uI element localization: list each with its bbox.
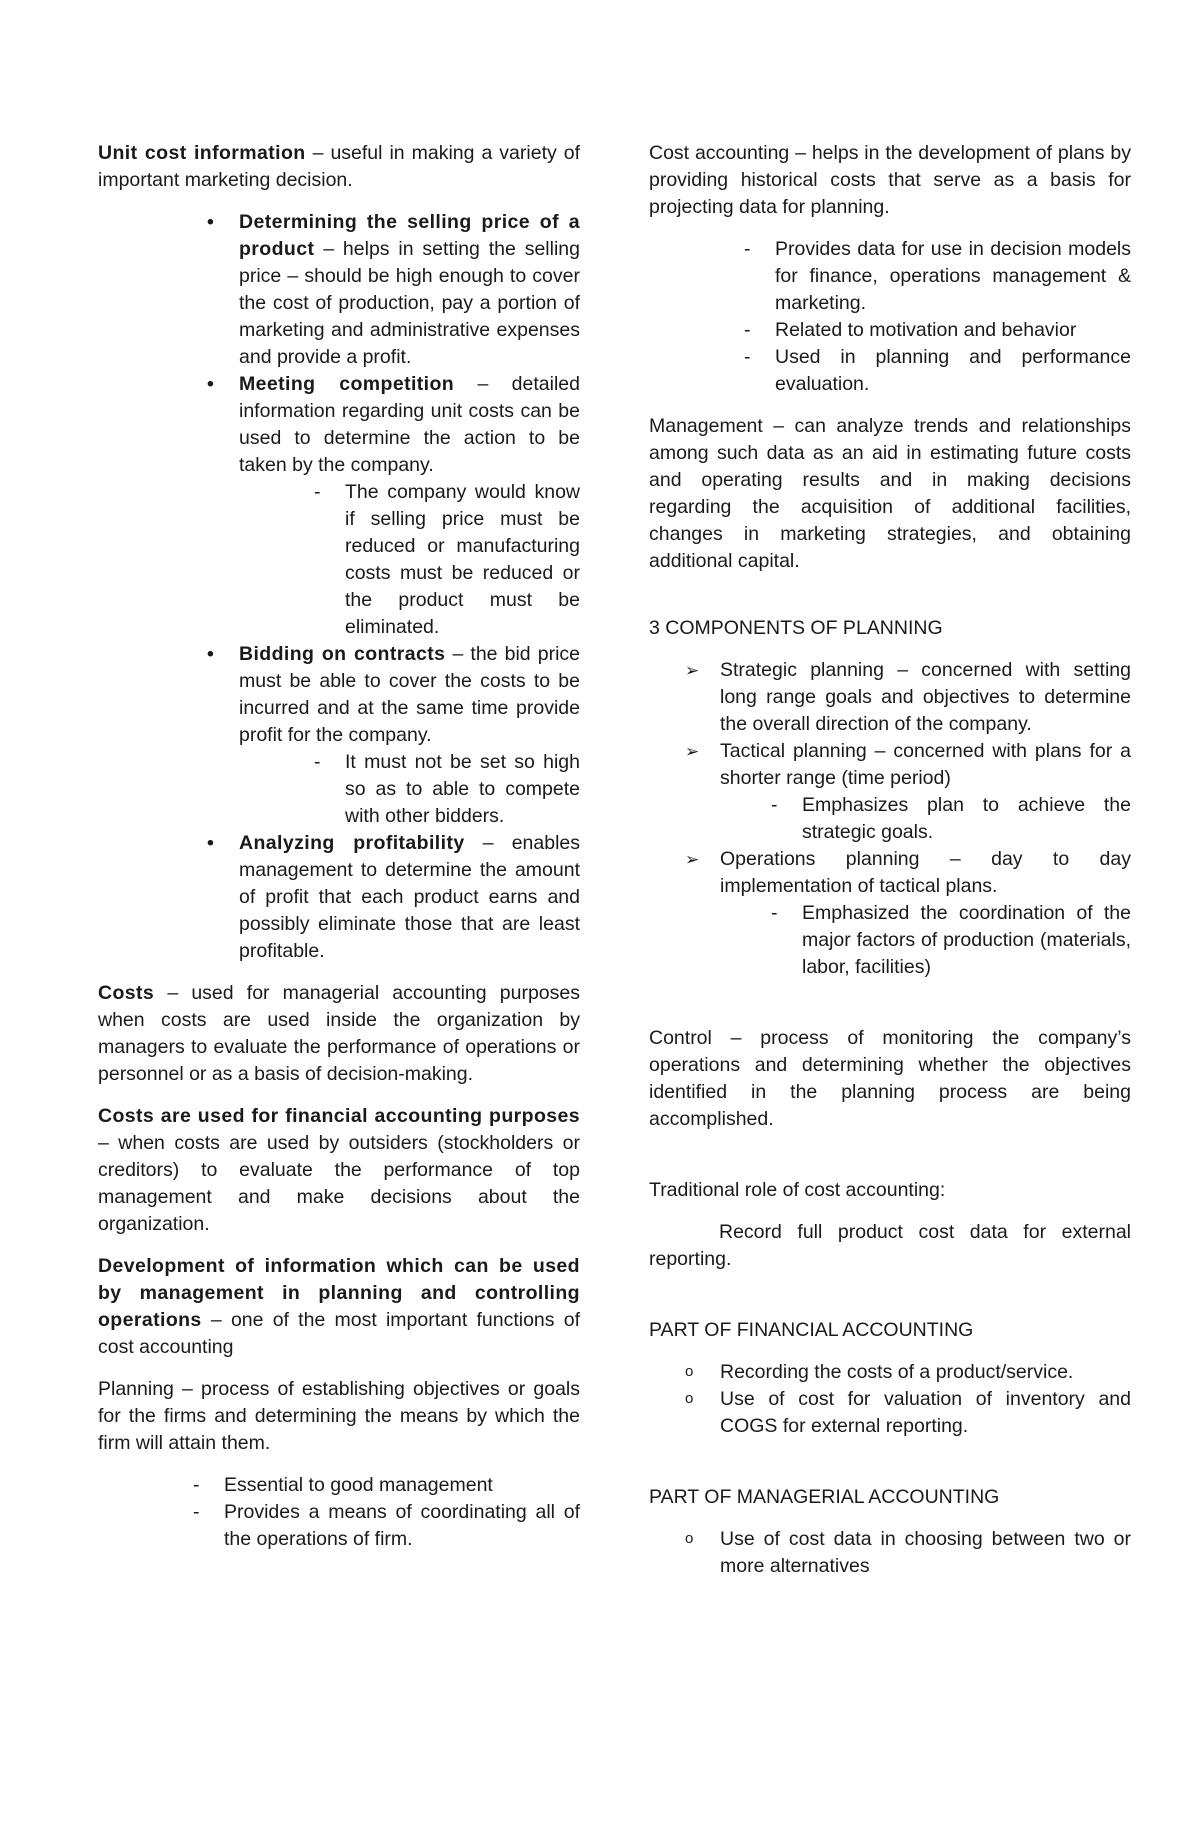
costs-financial-definition: – when costs are used by outsiders (stockholders or creditors) to evaluate the performance of top management and make decisions about the organization. [98, 1132, 580, 1235]
components-list [649, 657, 1131, 981]
managerial-list [649, 1526, 1131, 1580]
bullet-definition: – helps in setting the selling price – should be high enough to cover the cost of production, pay a portion of marketing and administrative expenses and provide a profit. [239, 238, 580, 368]
development-term: Development of information which can be used by management in planning and controlling operations [98, 1255, 580, 1331]
costs-financial-term: Costs are used for financial accounting purposes [98, 1105, 580, 1127]
unit-cost-term: Unit cost information [98, 142, 306, 164]
costs-paragraph [98, 980, 580, 1088]
unit-cost-definition: – useful in making a variety of important marketing decision. [98, 142, 580, 191]
planning-paragraph: Planning – process of establishing objectives or goals for the firms and determining the means by which the firm will attain them. [98, 1378, 580, 1454]
bullet-term: Analyzing profitability [239, 832, 465, 854]
list-item: - Used in planning and performance evaluation. [775, 344, 1131, 398]
list-item: - Emphasizes plan to achieve the strategic goals. [802, 792, 1131, 846]
development-definition: – one of the most important functions of cost accounting [98, 1309, 580, 1358]
list-item: o Use of cost for valuation of inventory and COGS for external reporting. [720, 1386, 1131, 1440]
left-column [98, 140, 580, 1568]
component-text: Tactical planning – concerned with plans for a shorter range (time period) [720, 740, 1131, 789]
traditional-text: Record full product cost data for external reporting. [649, 1221, 1131, 1270]
bullet-definition: – enables management to determine the amount of profit that each product earns and possibly eliminate those that are least profitable. [239, 832, 580, 962]
traditional-heading: Traditional role of cost accounting: [649, 1179, 946, 1201]
unit-cost-bullet-list [98, 209, 580, 965]
sub-list [720, 900, 1131, 981]
management-paragraph: Management – can analyze trends and relationships among such data as an aid in estimating future costs and operating results and in making decisions regarding the acquisition of additional facilities, changes in marketing strategies, and obtaining additional capital. [649, 415, 1131, 572]
cost-accounting-paragraph: Cost accounting – helps in the development of plans by providing historical costs that serve as a basis for projecting data for planning. [649, 142, 1131, 218]
bullet-definition: – detailed information regarding unit costs can be used to determine the action to be taken by the company. [239, 373, 580, 476]
costs-financial-paragraph [98, 1103, 580, 1238]
development-paragraph [98, 1253, 580, 1361]
sub-list [239, 479, 580, 641]
component-text: Operations planning – day to day implementation of tactical plans. [720, 848, 1131, 897]
list-item [239, 830, 580, 965]
list-item: - Provides a means of coordinating all of the operations of firm. [224, 1499, 580, 1553]
bullet-definition: – the bid price must be able to cover the costs to be incurred and at the same time provide profit for the company. [239, 643, 580, 746]
list-item: o Recording the costs of a product/service. [720, 1359, 1131, 1386]
cost-accounting-list [775, 236, 1131, 398]
list-item [239, 641, 580, 830]
costs-term: Costs [98, 982, 155, 1004]
list-item: ➢ Strategic planning – concerned with setting long range goals and objectives to determine the overall direction of the company. [720, 657, 1131, 738]
planning-list [224, 1472, 580, 1553]
unit-cost-paragraph [98, 140, 580, 194]
components-heading: 3 COMPONENTS OF PLANNING [649, 617, 943, 639]
list-item: - Provides data for use in decision models for finance, operations management & marketing. [775, 236, 1131, 317]
list-item [720, 846, 1131, 981]
right-column [649, 140, 1131, 1595]
sub-list [239, 749, 580, 830]
list-item [239, 209, 580, 371]
costs-definition: – used for managerial accounting purposes when costs are used inside the organization by managers to evaluate the performance of operations or personnel or as a basis of decision-making. [98, 982, 580, 1085]
list-item: - The company would know if selling price must be reduced or manufacturing costs must be reduced or the product must be eliminated. [345, 479, 580, 641]
list-item [239, 371, 580, 641]
list-item: - It must not be set so high so as to able to compete with other bidders. [345, 749, 580, 830]
list-item: - Essential to good management [224, 1472, 580, 1499]
control-paragraph: Control – process of monitoring the company’s operations and determining whether the objectives identified in the planning process are being accomplished. [649, 1027, 1131, 1130]
bullet-term: Meeting competition [239, 373, 455, 395]
sub-list [720, 792, 1131, 846]
bullet-term: Bidding on contracts [239, 643, 446, 665]
list-item: o Use of cost data in choosing between two or more alternatives [720, 1526, 1131, 1580]
financial-heading: PART OF FINANCIAL ACCOUNTING [649, 1319, 974, 1341]
managerial-heading: PART OF MANAGERIAL ACCOUNTING [649, 1486, 1000, 1508]
list-item [720, 738, 1131, 846]
financial-list [649, 1359, 1131, 1440]
list-item: - Related to motivation and behavior [775, 317, 1131, 344]
bullet-term: Determining the selling price of a product [239, 211, 580, 260]
list-item: - Emphasized the coordination of the major factors of production (materials, labor, facilities) [802, 900, 1131, 981]
